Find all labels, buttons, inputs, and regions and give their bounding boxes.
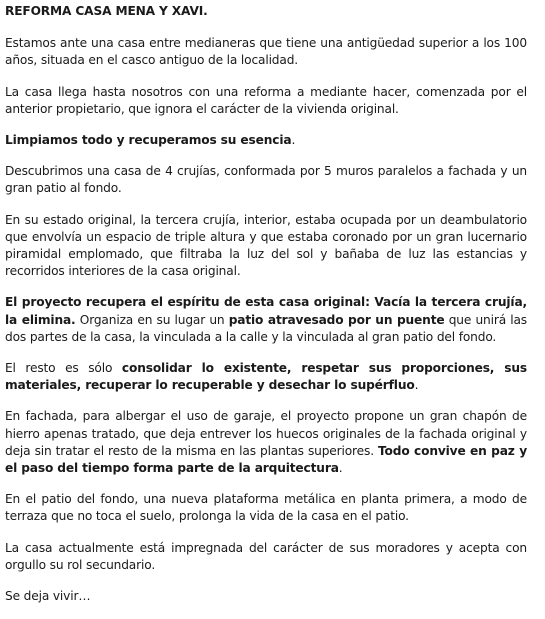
text-span: La casa actualmente está impregnada del carácter de sus moradores y acepta con orgullo su rol secundario.: [5, 540, 527, 572]
text-span: que unirá las dos partes de la casa, la vinculada a la calle y la vinculada al gran patio del fondo.: [5, 312, 527, 344]
paragraph: [5, 360, 527, 394]
paragraph: [5, 588, 527, 605]
text-span: En fachada, para albergar el uso de garaje, el proyecto propone un gran chapón de hierro apenas tratado, que deja entrever los huecos originales de la fachada original y deja sin tratar el resto de la misma en las plantas superiores.: [5, 409, 527, 458]
bold-text: consolidar lo existente, respetar sus proporciones, sus materiales, recuperar lo recuperable y desechar lo supérfluo: [5, 361, 528, 393]
paragraph: [5, 163, 527, 197]
paragraph: [5, 212, 527, 281]
paragraph: [5, 35, 527, 69]
paragraph: [5, 84, 527, 118]
document-title: REFORMA CASA MENA Y XAVI.: [5, 4, 208, 18]
bold-text: patio atravesado por un puente: [228, 312, 445, 327]
bold-text: Limpiamos todo y recuperamos su esencia: [5, 133, 292, 148]
text-span: Descubrimos una casa de 4 crujías, conformada por 5 muros paralelos a fachada y un gran patio al fondo.: [5, 164, 527, 196]
paragraph: [5, 294, 527, 346]
paragraph: [5, 132, 527, 149]
paragraph: [5, 491, 527, 525]
text-span: El resto es sólo: [5, 361, 122, 376]
text-span: Organiza en su lugar un: [75, 312, 229, 327]
paragraph: [5, 540, 527, 574]
text-span: .: [414, 378, 419, 393]
paragraph: [5, 408, 527, 477]
text-span: Se deja vivir…: [5, 589, 91, 604]
paragraph-list: [5, 35, 527, 605]
text-span: .: [291, 133, 296, 148]
bold-text: El proyecto recupera el espíritu de esta casa original: Vacía la tercera crujía, la elimina.: [5, 295, 527, 327]
text-span: .: [338, 461, 343, 476]
document-body: [5, 3, 527, 619]
text-span: En el patio del fondo, una nueva plataforma metálica en planta primera, a modo de terraza que no toca el suelo, prolonga la vida de la casa en el patio.: [5, 492, 527, 524]
text-span: Estamos ante una casa entre medianeras que tiene una antigüedad superior a los 100 años, situada en el casco antiguo de la localidad.: [5, 36, 527, 68]
bold-text: Todo convive en paz y el paso del tiempo forma parte de la arquitectura: [5, 443, 527, 476]
text-span: En su estado original, la tercera crujía, interior, estaba ocupada por un deambulatorio que envolvía un espacio de triple altura y que estaba coronado por un gran lucernario piramidal emplomado, que filtraba la luz del sol y bañaba de luz las estancias y recorridos interiores de la casa original.: [5, 212, 527, 279]
text-span: La casa llega hasta nosotros con una reforma a mediante hacer, comenzada por el anterior propietario, que ignora el carácter de la vivienda original.: [5, 84, 527, 116]
